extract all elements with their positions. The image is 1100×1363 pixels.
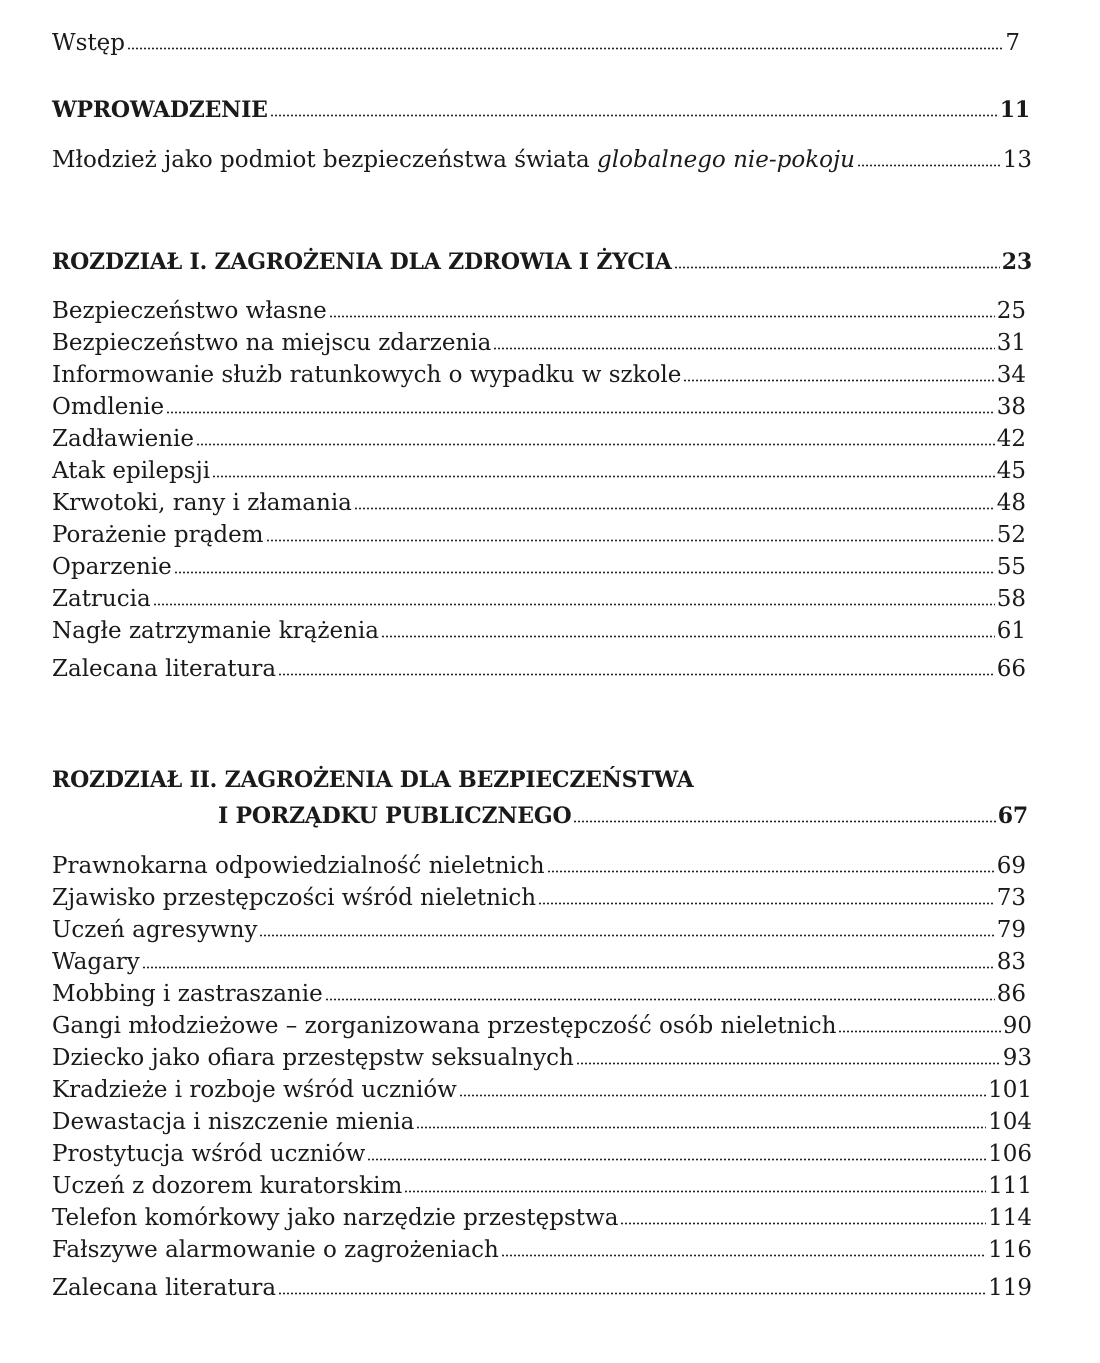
- toc-entry: [52, 456, 1026, 486]
- toc-entry-page: 119: [988, 1275, 1032, 1301]
- dot-leader: [404, 1190, 986, 1193]
- toc-entry-title: Zalecana literatura: [52, 656, 277, 682]
- toc-entry-title: Telefon komórkowy jako narzędzie przestępstwa: [52, 1205, 619, 1231]
- toc-entry-page: 101: [988, 1077, 1032, 1103]
- toc-entry-page: 73: [996, 885, 1026, 911]
- toc-entry: [52, 296, 1026, 326]
- dot-leader: [367, 1158, 986, 1161]
- toc-entry-page: 114: [988, 1205, 1032, 1231]
- chapter1-heading: [52, 247, 1032, 277]
- dot-leader: [381, 635, 995, 638]
- toc-entry-page: 7: [1005, 30, 1020, 56]
- toc-entry-page: 104: [988, 1109, 1032, 1135]
- toc-entry: [52, 392, 1026, 422]
- chapter1-heading-page: 23: [1001, 249, 1032, 275]
- toc-entry-title: Zjawisko przestępczości wśród nieletnich: [52, 885, 537, 911]
- toc-entry-page: 13: [1002, 147, 1032, 173]
- toc-entry-page: 58: [996, 586, 1026, 612]
- toc-entry: [52, 584, 1026, 614]
- toc-entry-page: 86: [996, 981, 1026, 1007]
- toc-entry-title: Wstęp: [52, 30, 126, 56]
- dot-leader: [501, 1254, 986, 1257]
- toc-entry: [52, 1203, 1032, 1233]
- toc-entry-title: Oparzenie: [52, 554, 172, 580]
- dot-leader: [547, 870, 995, 873]
- toc-entry-title: Uczeń agresywny: [52, 917, 258, 943]
- toc-entry-page: 69: [996, 853, 1026, 879]
- dot-leader: [142, 966, 995, 969]
- toc-entry: [52, 1075, 1032, 1105]
- toc-entry-title: Gangi młodzieżowe – zorganizowana przestępczość osób nieletnich: [52, 1013, 837, 1039]
- dot-leader: [278, 673, 995, 676]
- toc-entry-page: 55: [996, 554, 1026, 580]
- toc-heading-title: WPROWADZENIE: [52, 97, 268, 123]
- toc-entry: [52, 947, 1026, 977]
- toc-entry-title: Prostytucja wśród uczniów: [52, 1141, 366, 1167]
- dot-leader: [270, 114, 998, 117]
- toc-entry: [52, 1273, 1032, 1303]
- toc-entry-title: Krwotoki, rany i złamania: [52, 490, 352, 516]
- toc-entry: [52, 654, 1026, 684]
- toc-entry-youth: [52, 145, 1032, 175]
- toc-entry-introduction: [52, 95, 1030, 125]
- toc-entry-page: 61: [996, 618, 1026, 644]
- dot-leader: [212, 475, 995, 478]
- toc-entry-page: 83: [996, 949, 1026, 975]
- toc-entry-title: Fałszywe alarmowanie o zagrożeniach: [52, 1237, 499, 1263]
- dot-leader: [838, 1030, 1000, 1033]
- toc-entry-title: Porażenie prądem: [52, 522, 264, 548]
- chapter1-heading-title: ROZDZIAŁ I. ZAGROŻENIA DLA ZDROWIA I ŻYCIA: [52, 249, 672, 275]
- dot-leader: [259, 934, 994, 937]
- toc-entry: [52, 616, 1026, 646]
- dot-leader: [576, 1062, 1001, 1065]
- toc-entry-title: Nagłe zatrzymanie krążenia: [52, 618, 379, 644]
- dot-leader: [127, 47, 1003, 50]
- toc-entry-title: Zalecana literatura: [52, 1275, 277, 1301]
- toc-entry: [52, 424, 1026, 454]
- dot-leader: [459, 1094, 986, 1097]
- toc-entry-page: 31: [996, 330, 1026, 356]
- toc-entry-page: 25: [996, 298, 1026, 324]
- toc-entry-page: 90: [1002, 1013, 1032, 1039]
- toc-entry-title: Bezpieczeństwo na miejscu zdarzenia: [52, 330, 492, 356]
- toc-entry-page: 52: [996, 522, 1026, 548]
- toc-entry: [52, 360, 1026, 390]
- toc-heading-page: 11: [999, 97, 1030, 123]
- toc-entry-page: 45: [996, 458, 1026, 484]
- dot-leader: [325, 998, 995, 1001]
- toc-entry: [52, 915, 1026, 945]
- toc-entry-title: Dewastacja i niszczenie mienia: [52, 1109, 415, 1135]
- toc-entry-title: Zadławienie: [52, 426, 195, 452]
- toc-entry-title: Wagary: [52, 949, 140, 975]
- dot-leader: [166, 411, 995, 414]
- toc-entry: [52, 552, 1026, 582]
- toc-entry: [52, 328, 1026, 358]
- toc-entry-title: Atak epilepsji: [52, 458, 211, 484]
- dot-leader: [153, 603, 995, 606]
- toc-entry-page: 93: [1002, 1045, 1032, 1071]
- dot-leader: [354, 507, 995, 510]
- dot-leader: [538, 902, 995, 905]
- dot-leader: [674, 266, 1000, 269]
- dot-leader: [329, 315, 995, 318]
- toc-entry: [52, 488, 1026, 518]
- toc-entry-title-plain: Młodzież jako podmiot bezpieczeństwa świata: [52, 147, 598, 173]
- toc-entry-title-italic: globalnego nie-pokoju: [597, 147, 855, 173]
- toc-entry: [52, 520, 1026, 550]
- toc-entry: [52, 1235, 1032, 1265]
- toc-entry-page: 116: [988, 1237, 1032, 1263]
- toc-entry-title: [52, 145, 855, 175]
- chapter2-heading-line1: ROZDZIAŁ II. ZAGROŻENIA DLA BEZPIECZEŃSTWA: [52, 767, 694, 793]
- dot-leader: [683, 379, 994, 382]
- toc-entry-title: Informowanie służb ratunkowych o wypadku w szkole: [52, 362, 682, 388]
- toc-entry: [52, 1043, 1032, 1073]
- dot-leader: [174, 571, 995, 574]
- toc-entry-page: 66: [996, 656, 1026, 682]
- toc-entry: [52, 979, 1026, 1009]
- chapter2-heading-page: 67: [997, 803, 1028, 829]
- dot-leader: [196, 443, 995, 446]
- toc-entry: [52, 883, 1026, 913]
- toc-entry-title: Uczeń z dozorem kuratorskim: [52, 1173, 403, 1199]
- toc-entry: [52, 1171, 1032, 1201]
- toc-entry: [52, 851, 1026, 881]
- toc-entry-intro: [52, 28, 1020, 58]
- toc-entry-page: 38: [996, 394, 1026, 420]
- toc-entry-title: Bezpieczeństwo własne: [52, 298, 327, 324]
- toc-entry-title: Dziecko jako ofiara przestępstw seksualnych: [52, 1045, 574, 1071]
- toc-entry-title: Prawnokarna odpowiedzialność nieletnich: [52, 853, 545, 879]
- dot-leader: [857, 164, 1001, 167]
- dot-leader: [416, 1126, 986, 1129]
- dot-leader: [573, 820, 995, 823]
- toc-entry-page: 34: [996, 362, 1026, 388]
- toc-entry-page: 42: [996, 426, 1026, 452]
- dot-leader: [266, 539, 995, 542]
- toc-entry: [52, 1011, 1032, 1041]
- toc-entry-title: Mobbing i zastraszanie: [52, 981, 323, 1007]
- toc-entry: [52, 1107, 1032, 1137]
- toc-entry-page: 111: [988, 1173, 1032, 1199]
- dot-leader: [278, 1292, 986, 1295]
- chapter2-heading-line2: I PORZĄDKU PUBLICZNEGO: [218, 803, 572, 829]
- dot-leader: [493, 347, 994, 350]
- toc-entry-title: Omdlenie: [52, 394, 165, 420]
- toc-entry-title: Kradzieże i rozboje wśród uczniów: [52, 1077, 457, 1103]
- toc-entry-title: Zatrucia: [52, 586, 151, 612]
- toc-entry: [52, 1139, 1032, 1169]
- toc-entry-page: 79: [996, 917, 1026, 943]
- toc-entry-page: 106: [988, 1141, 1032, 1167]
- toc-entry-page: 48: [996, 490, 1026, 516]
- chapter2-heading: [218, 801, 1028, 831]
- dot-leader: [620, 1222, 986, 1225]
